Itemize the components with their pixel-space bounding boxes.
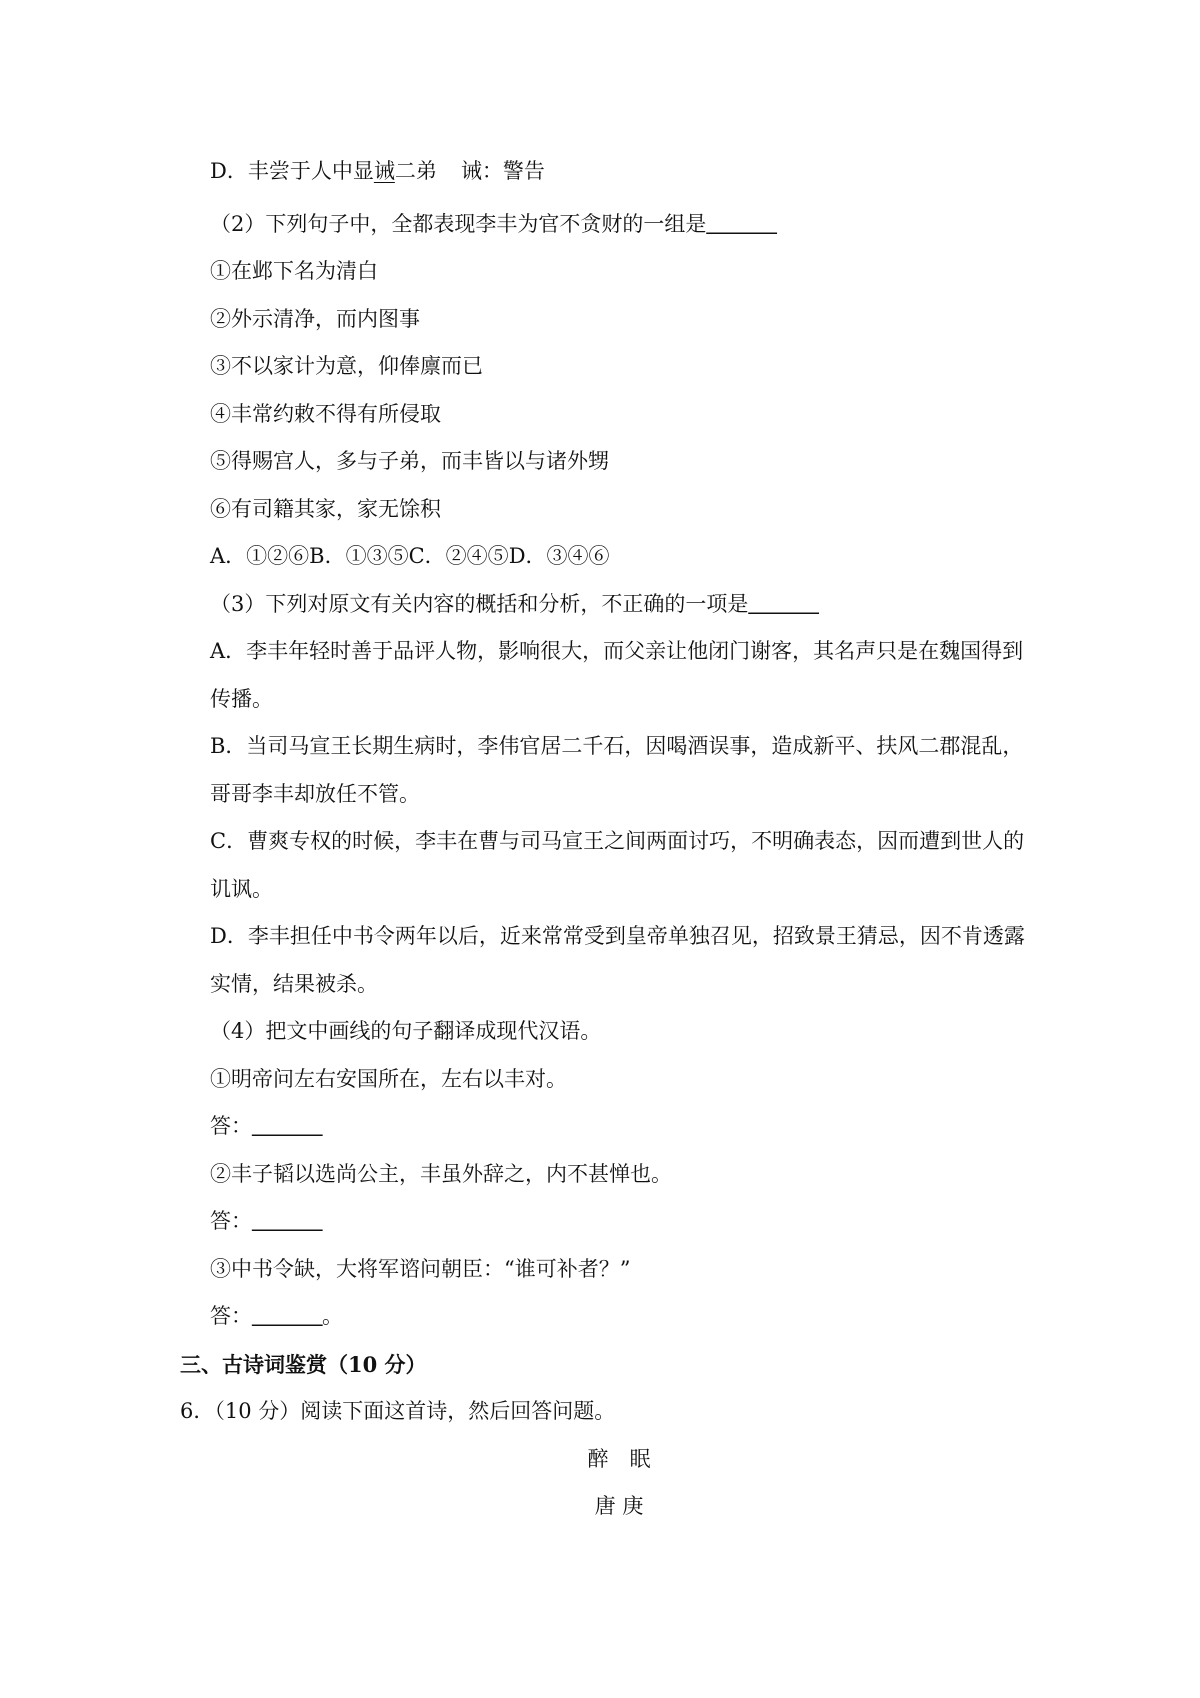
q3-option-c-line1: C．曹爽专权的时候，李丰在曹与司马宣王之间两面讨巧，不明确表态，因而遭到世人的 [210,829,1025,853]
q2-choices [0,533,1200,581]
option-d-prefix: D．丰尝于人中显 [210,159,374,183]
q2-choice-b: B．①③⑤ [309,544,409,568]
q4-sentence-3: ③中书令缺，大将军谘问朝臣：“谁可补者？” [210,1256,631,1281]
q3-option-c-line2: 讥讽。 [210,876,273,901]
q3-stem [0,581,1200,629]
poem-title: 醉 眠 [587,1446,651,1471]
answer-end-punctuation: 。 [322,1304,343,1328]
q2-item: ①在邺下名为清白 [210,259,378,283]
q4-stem: （4）把文中画线的句子翻译成现代汉语。 [210,1019,602,1043]
q2-choice-a: A．①②⑥ [210,544,310,568]
answer-blank: _______ [252,1114,322,1138]
poem-author: 唐 庚 [594,1494,644,1518]
q2-stem [0,201,1200,249]
q4-sentence-2: ②丰子韬以选尚公主，丰虽外辞之，内不甚惮也。 [210,1161,672,1186]
q2-choice-d: D．③④⑥ [508,544,610,568]
answer-label: 答： [210,1114,252,1138]
answer-blank: _______ [252,1209,322,1233]
q1-option-d [0,148,1200,196]
option-d-suffix: 二弟 [394,159,437,183]
q2-answer-blank: _______ [706,211,777,236]
q2-item: ④丰常约敕不得有所侵取 [210,401,441,426]
section-heading: 三、古诗词鉴赏（10 分） [180,1351,427,1377]
answer-blank: _______ [252,1304,322,1328]
q3-option-d-line2: 实情，结果被杀。 [210,971,378,996]
q3-option-d-line1: D．李丰担任中书令两年以后，近来常常受到皇帝单独召见，招致景王猜忌，因不肯透露 [210,924,1025,948]
page-content [0,148,1200,1531]
q2-item: ②外示清净，而内图事 [210,306,420,331]
q2-item: ⑤得赐宫人，多与子弟，而丰皆以与诸外甥 [210,449,609,473]
q3-option-a-line2: 传播。 [210,686,273,711]
q2-item: ⑥有司籍其家，家无馀积 [210,496,441,521]
answer-label: 答： [210,1209,252,1233]
q2-choice-c: C．②④⑤ [408,544,509,568]
q4-answer-3 [0,1293,1200,1341]
q3-option-a-line1: A．李丰年轻时善于品评人物，影响很大，而父亲让他闭门谢客，其名声只是在魏国得到 [210,639,1024,663]
q2-item: ③不以家计为意，仰俸廪而已 [210,354,483,378]
q4-answer-2 [0,1198,1200,1246]
q3-option-b-line1: B．当司马宣王长期生病时，李伟官居二千石，因喝酒误事，造成新平、扶风二郡混乱， [210,734,1024,758]
q6-stem: 6．（10 分）阅读下面这首诗，然后回答问题。 [180,1399,616,1423]
q4-answer-1 [0,1103,1200,1151]
option-d-gloss: 诫：警告 [460,159,545,183]
q2-stem-text: （2）下列句子中，全都表现李丰为官不贪财的一组是 [210,211,707,236]
q3-stem-text: （3）下列对原文有关内容的概括和分析，不正确的一项是 [210,591,749,616]
underlined-word: 诫 [373,159,395,183]
q3-answer-blank: _______ [748,591,819,616]
q4-sentence-1: ①明帝问左右安国所在，左右以丰对。 [210,1066,567,1091]
q3-option-b-line2: 哥哥李丰却放任不管。 [210,781,420,806]
answer-label: 答： [210,1304,252,1328]
